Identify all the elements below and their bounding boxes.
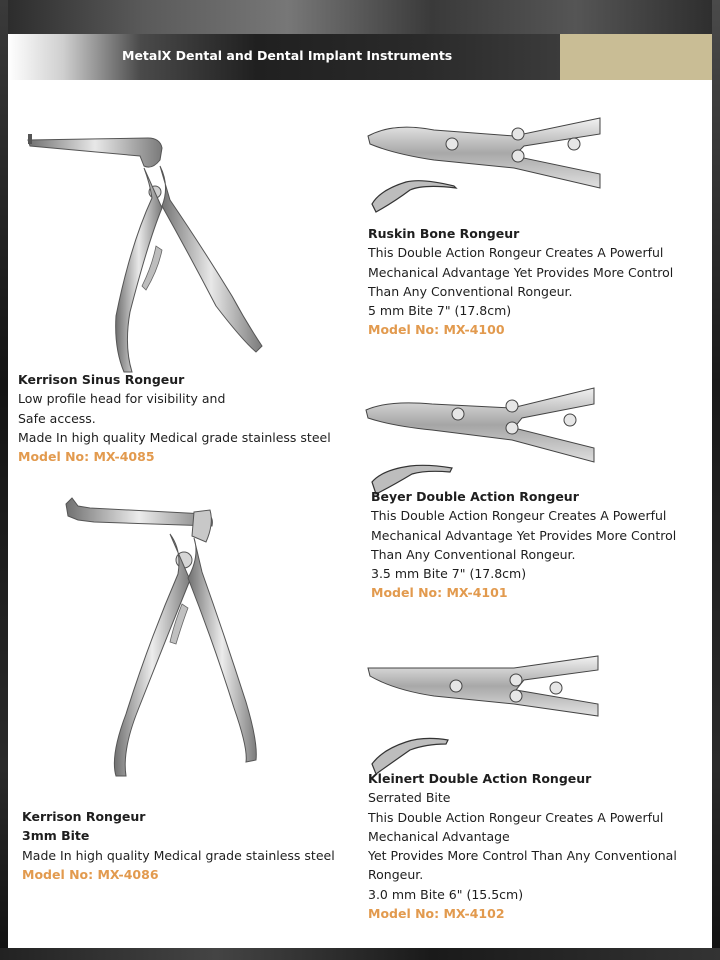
product-name: Kleinert Double Action Rongeur xyxy=(368,771,592,786)
ruskin-bone-rongeur-image xyxy=(364,114,604,234)
product-model-number: Model No: MX-4102 xyxy=(368,906,505,922)
product-bite-size: 5 mm Bite 7" (17.8cm) xyxy=(368,303,512,319)
page-title: MetalX Dental and Dental Implant Instruments xyxy=(122,48,453,63)
frame-bottom-border xyxy=(0,948,720,960)
product-kerrison-rongeur xyxy=(22,807,335,884)
product-model-number: Model No: MX-4101 xyxy=(371,585,508,601)
kleinert-double-action-rongeur-image xyxy=(364,654,602,784)
product-description-line: Made In high quality Medical grade stainless steel xyxy=(18,429,331,445)
product-ruskin-bone-rongeur xyxy=(368,224,673,340)
frame-left-border xyxy=(0,0,8,960)
product-model-number: Model No: MX-4085 xyxy=(18,449,155,465)
product-model-number: Model No: MX-4100 xyxy=(368,322,505,338)
product-description-line: Mechanical Advantage Yet Provides More Control xyxy=(371,527,677,543)
product-bite-size: 3.0 mm Bite 6" (15.5cm) xyxy=(368,886,524,902)
title-banner xyxy=(8,34,560,80)
product-name: Kerrison Rongeur xyxy=(22,809,146,824)
kerrison-sinus-rongeur-image xyxy=(20,126,270,376)
product-name: Kerrison Sinus Rongeur xyxy=(18,372,185,387)
product-description-line: This Double Action Rongeur Creates A Powerful xyxy=(368,245,664,261)
kerrison-rongeur-image xyxy=(64,494,264,779)
product-description-line: Low profile head for visibility and xyxy=(18,391,226,407)
product-description-line: Safe access. xyxy=(18,410,96,426)
product-kleinert-double-action-rongeur xyxy=(368,769,677,923)
banner-accent-block xyxy=(560,34,712,80)
product-description-line: Than Any Conventional Rongeur. xyxy=(368,283,573,299)
product-bite-size: 3mm Bite xyxy=(22,828,90,844)
product-name: Ruskin Bone Rongeur xyxy=(368,226,520,241)
product-description-line: This Double Action Rongeur Creates A Powerful xyxy=(371,508,667,524)
product-model-number: Model No: MX-4086 xyxy=(22,866,159,882)
product-description-line: Rongeur. xyxy=(368,867,424,883)
beyer-double-action-rongeur-image xyxy=(362,384,598,504)
catalog-page xyxy=(8,34,712,948)
product-beyer-double-action-rongeur xyxy=(371,487,676,603)
frame-right-border xyxy=(712,0,720,960)
product-bite-size: 3.5 mm Bite 7" (17.8cm) xyxy=(371,566,527,582)
frame-top-border xyxy=(0,0,720,34)
product-description-line: Serrated Bite xyxy=(368,790,451,806)
product-description-line: Yet Provides More Control Than Any Conventional xyxy=(368,848,677,864)
product-kerrison-sinus-rongeur xyxy=(18,370,331,466)
product-description-line: This Double Action Rongeur Creates A Powerful xyxy=(368,809,664,825)
product-description-line: Made In high quality Medical grade stainless steel xyxy=(22,847,335,863)
product-description-line: Mechanical Advantage Yet Provides More Control xyxy=(368,264,674,280)
product-description-line: Than Any Conventional Rongeur. xyxy=(371,546,576,562)
product-description-line: Mechanical Advantage xyxy=(368,828,510,844)
product-name: Beyer Double Action Rongeur xyxy=(371,489,579,504)
